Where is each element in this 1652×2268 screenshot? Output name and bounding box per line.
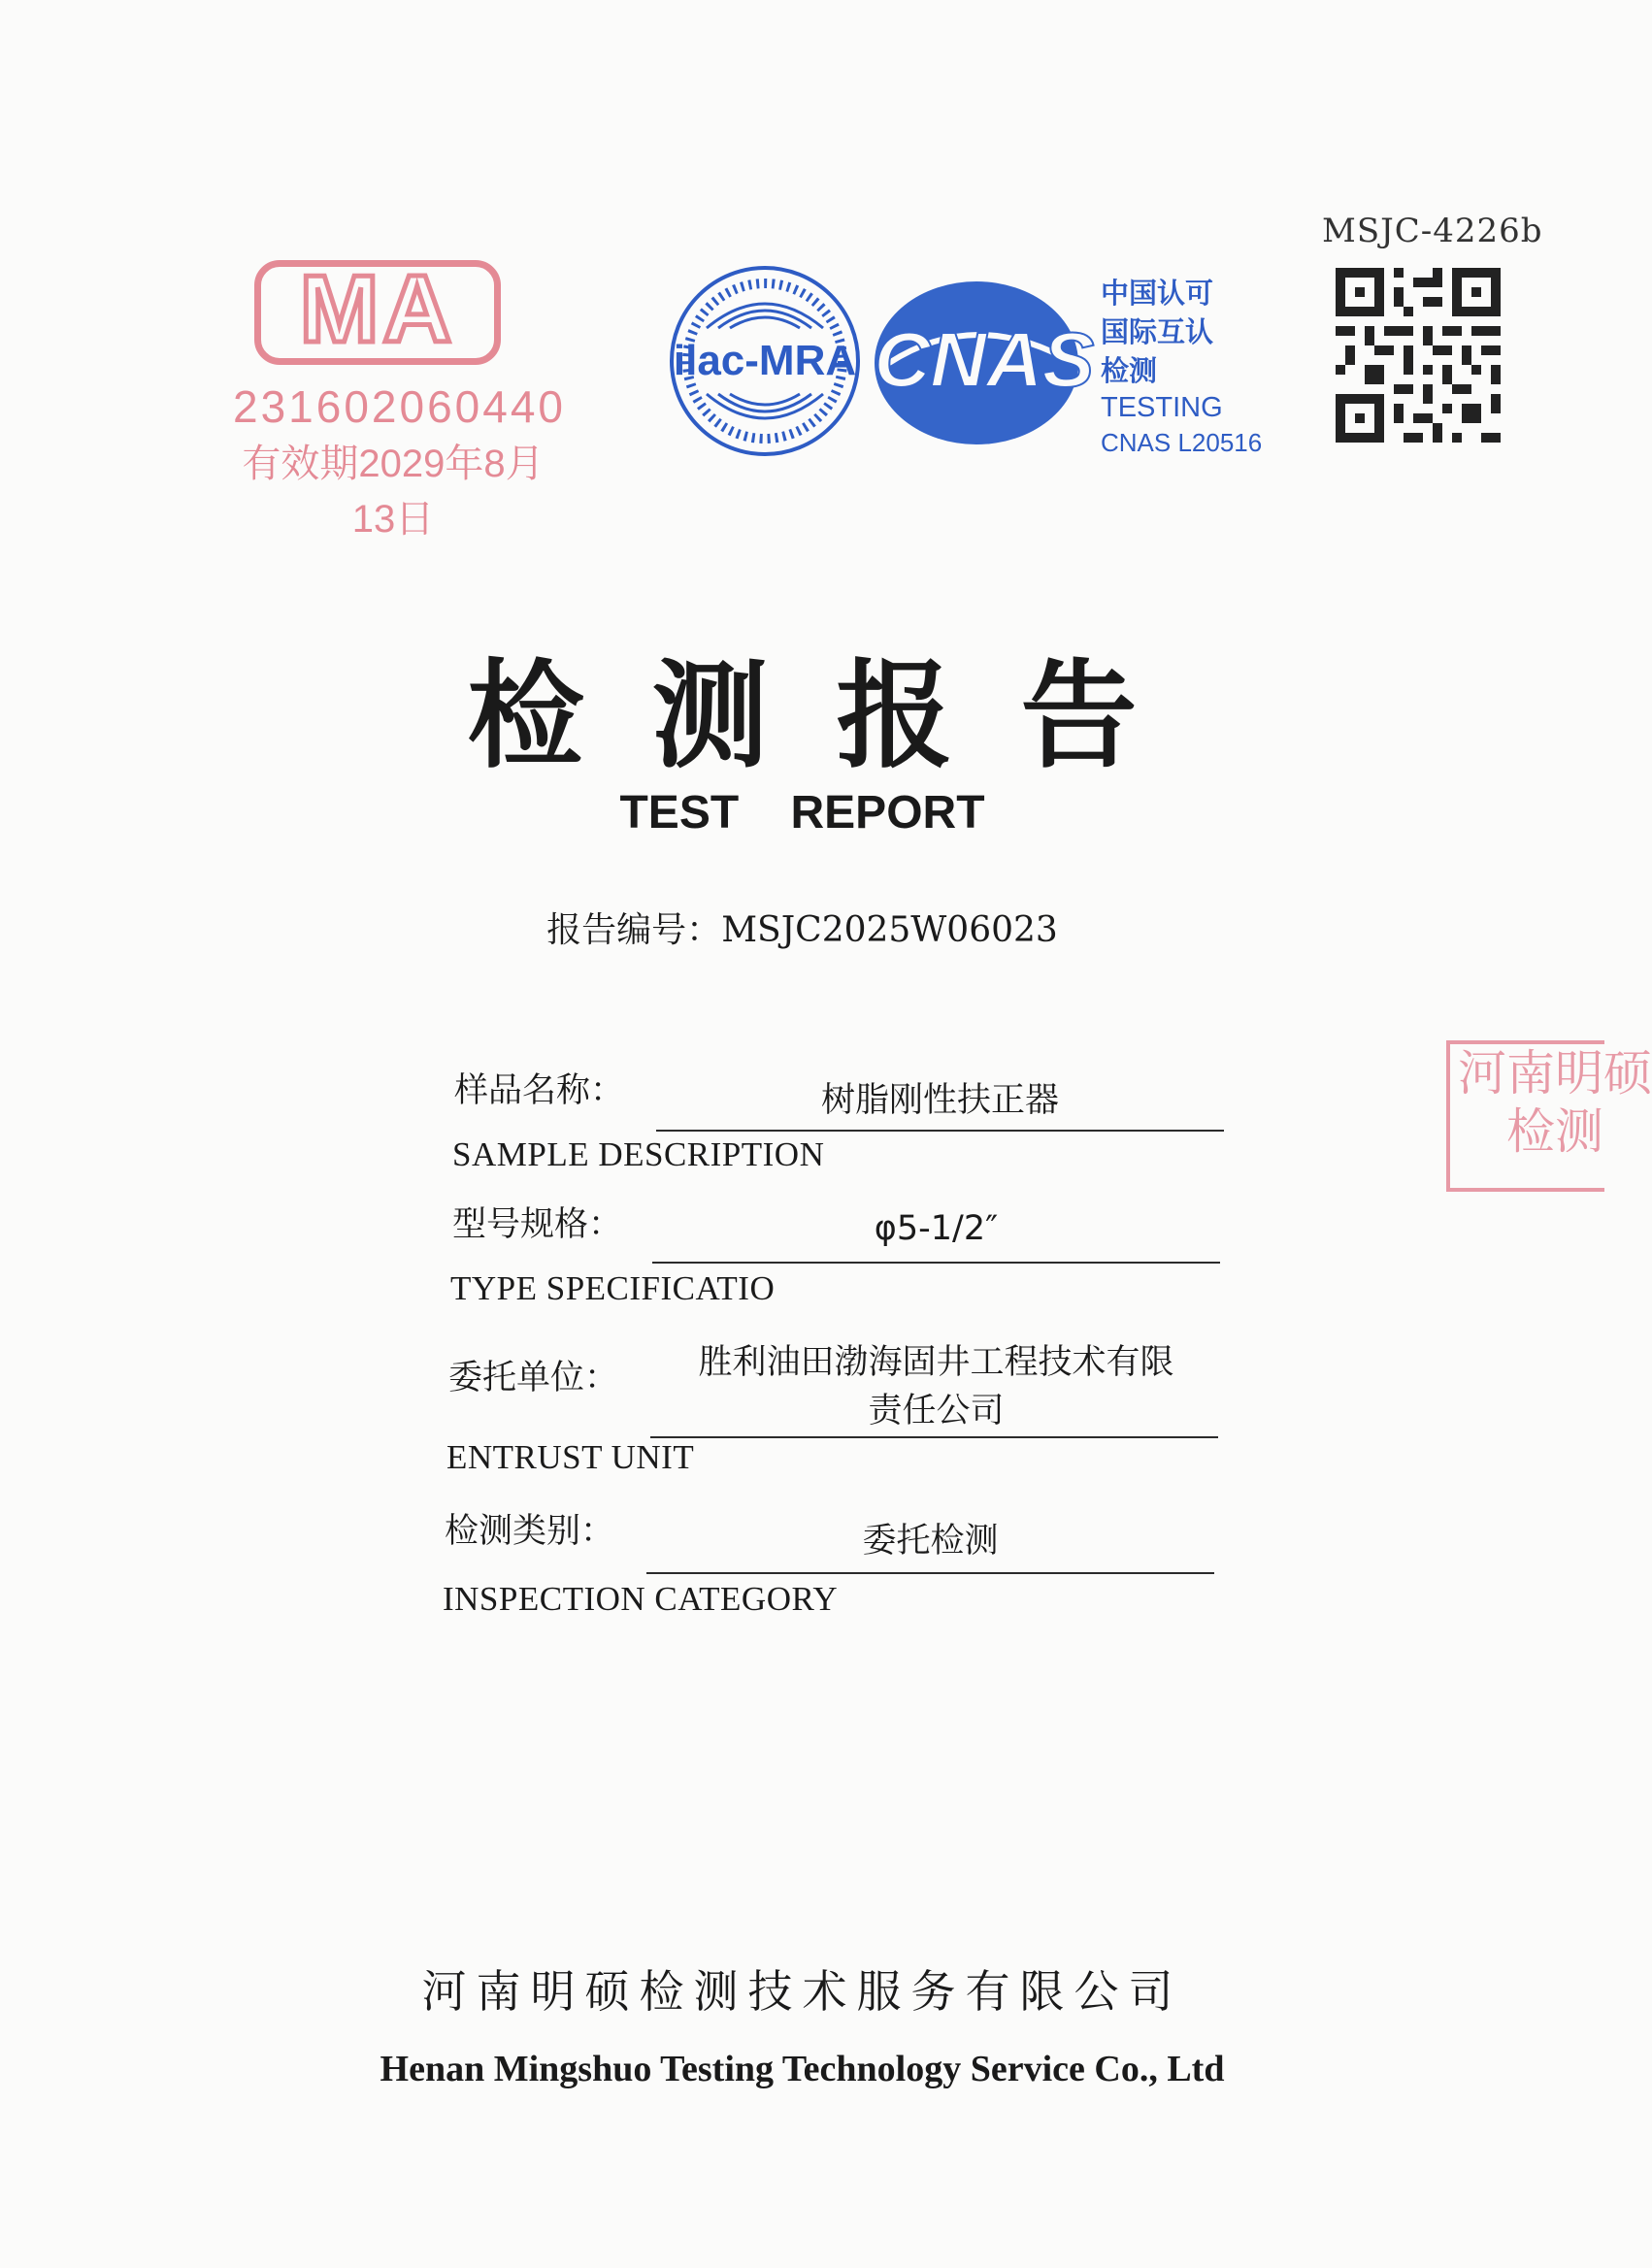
company-name-en: Henan Mingshuo Testing Technology Service Co., Ltd: [380, 2049, 1225, 2089]
report-title-cn: 检测报告: [467, 649, 1206, 784]
cnas-testing: TESTING: [1101, 392, 1223, 423]
sample-value: 树脂刚性扶正器: [820, 1081, 1059, 1120]
cnas-logo: [870, 278, 1103, 452]
cnas-line-2: 国际互认: [1101, 315, 1214, 348]
cma-code: 231602060440: [233, 381, 566, 432]
category-value: 委托检测: [862, 1522, 999, 1561]
sample-label-en: SAMPLE DESCRIPTION: [452, 1135, 825, 1173]
entrust-value-line-1: 胜利油田渤海固井工程技术有限: [698, 1343, 1174, 1382]
cnas-text: CNAS: [874, 316, 1095, 403]
report-number-value: MSJC2025W06023: [721, 910, 1058, 950]
cma-validity: 有效期2029年8月13日: [242, 443, 545, 541]
cnas-line-3: 检测: [1101, 354, 1158, 387]
report-title-en: TEST REPORT: [619, 787, 985, 838]
cnas-line-1: 中国认可: [1101, 277, 1214, 310]
seal-line-2: 检测: [1506, 1103, 1603, 1160]
cnas-caption: [1101, 274, 1262, 460]
category-label-en: INSPECTION CATEGORY: [443, 1580, 839, 1618]
ilac-mra-logo: [664, 260, 866, 462]
category-label-cn: 检测类别：: [445, 1512, 615, 1551]
type-value: φ5-1/2″: [874, 1209, 999, 1248]
ilac-mra-text: ilac-MRA: [673, 337, 857, 384]
report-number: [0, 903, 1604, 952]
document-code: MSJC-4226b: [1322, 212, 1543, 250]
qr-code-icon: [1336, 268, 1501, 443]
entrust-label-cn: 委托单位：: [448, 1359, 619, 1397]
company-name-cn: 河南明硕检测技术服务有限公司: [421, 1965, 1183, 2018]
report-number-label: 报告编号：: [546, 910, 722, 950]
company-seal: [1446, 1040, 1652, 1192]
entrust-underline: [650, 1436, 1218, 1438]
type-label-cn: 型号规格：: [452, 1205, 623, 1244]
cnas-number: CNAS L20516: [1101, 428, 1263, 457]
type-underline: [652, 1262, 1220, 1264]
cma-logo: MA: [299, 255, 456, 362]
seal-line-1: 河南明硕: [1458, 1045, 1652, 1101]
sample-label-cn: 样品名称：: [454, 1071, 625, 1110]
type-label-en: TYPE SPECIFICATIO: [450, 1269, 776, 1307]
entrust-label-en: ENTRUST UNIT: [446, 1438, 695, 1476]
sample-underline: [656, 1130, 1224, 1132]
entrust-value-line-2: 责任公司: [868, 1392, 1005, 1430]
category-underline: [646, 1572, 1214, 1574]
